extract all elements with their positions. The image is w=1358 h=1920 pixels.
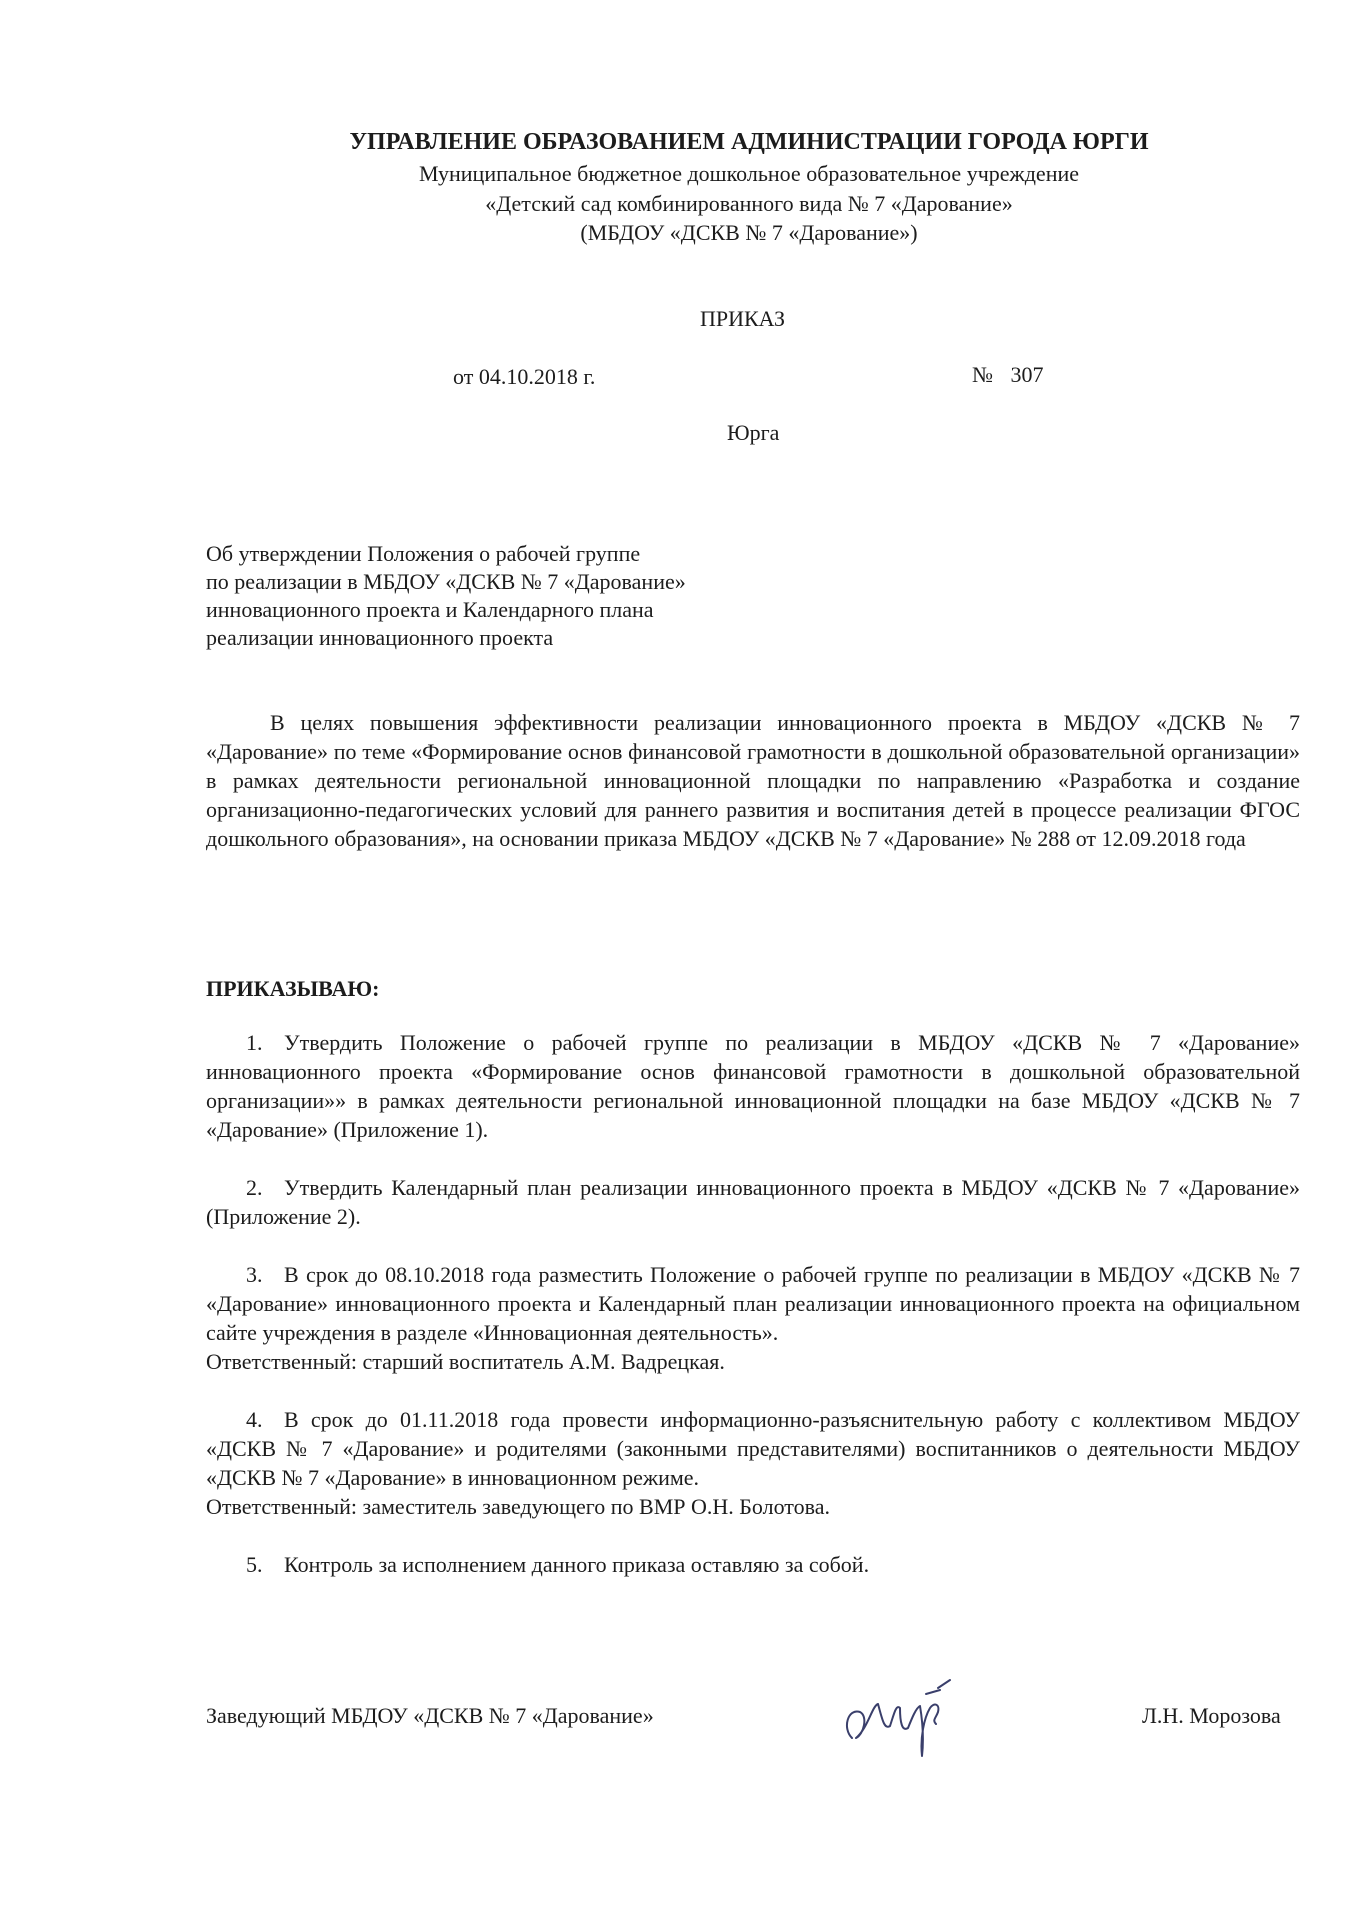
document-city: Юрга — [727, 420, 780, 445]
signatory-position: Заведующий МБДОУ «ДСКВ № 7 «Дарование» — [206, 1703, 654, 1728]
subject-line: по реализации в МБДОУ «ДСКВ № 7 «Дарование» — [206, 569, 686, 594]
header-institution-name: «Детский сад комбинированного вида № 7 «Дарование» — [485, 191, 1013, 216]
item-number: 3. — [246, 1262, 263, 1287]
item-number: 2. — [246, 1175, 263, 1200]
item-text: В срок до 01.11.2018 года провести информационно-разъяснительную работу с коллективом МБДОУ «ДСКВ № 7 «Дарование» и родителями (законными представителями) воспитанников о деятельности МБДОУ «ДСКВ № 7 «Дарование» в инновационном режиме. — [206, 1407, 1300, 1490]
subject-line: реализации инновационного проекта — [206, 625, 554, 650]
item-responsible: Ответственный: заместитель заведующего по ВМР О.Н. Болотова. — [206, 1494, 830, 1519]
header-institution-type: Муниципальное бюджетное дошкольное образовательное учреждение — [419, 161, 1079, 186]
item-text: В срок до 08.10.2018 года разместить Положение о рабочей группе по реализации в МБДОУ «ДСКВ № 7 «Дарование» инновационного проекта и Календарный план реализации инновационного проекта на официальном сайте учреждения в разделе «Инновационная деятельность». — [206, 1262, 1300, 1345]
item-text: Утвердить Положение о рабочей группе по реализации в МБДОУ «ДСКВ № 7 «Дарование» инновационного проекта «Формирование основ финансовой грамотности в дошкольной образовательной организации»» в рамках деятельности региональной инновационной площадки на базе МБДОУ «ДСКВ № 7 «Дарование» (Приложение 1). — [206, 1030, 1300, 1142]
item-number: 5. — [246, 1552, 263, 1577]
item-responsible: Ответственный: старший воспитатель А.М. Вадрецкая. — [206, 1349, 725, 1374]
item-number: 4. — [246, 1407, 263, 1432]
order-item — [206, 1173, 1300, 1231]
header-institution-abbr: (МБДОУ «ДСКВ № 7 «Дарование») — [580, 220, 918, 245]
subject-line: Об утверждении Положения о рабочей группе — [206, 541, 641, 566]
item-text: Контроль за исполнением данного приказа оставляю за собой. — [284, 1552, 870, 1577]
order-item — [206, 1260, 1300, 1376]
signatory-name: Л.Н. Морозова — [1142, 1703, 1281, 1728]
item-number: 1. — [246, 1030, 263, 1055]
header-organization: УПРАВЛЕНИЕ ОБРАЗОВАНИЕМ АДМИНИСТРАЦИИ ГОРОДА ЮРГИ — [349, 129, 1149, 155]
order-item — [206, 1550, 1300, 1579]
handwritten-signature — [838, 1668, 958, 1760]
document-date: от 04.10.2018 г. — [453, 364, 596, 389]
subject-line: инновационного проекта и Календарного плана — [206, 597, 654, 622]
item-text: Утвердить Календарный план реализации инновационного проекта в МБДОУ «ДСКВ № 7 «Дарование» (Приложение 2). — [206, 1175, 1300, 1229]
order-item — [206, 1028, 1300, 1144]
document-number: № 307 — [972, 362, 1044, 387]
order-item — [206, 1405, 1300, 1521]
document-subject — [206, 540, 776, 652]
preamble-paragraph: В целях повышения эффективности реализации инновационного проекта в МБДОУ «ДСКВ № 7 «Дарование» по теме «Формирование основ финансовой грамотности в дошкольной образовательной организации» в рамках деятельности региональной инновационной площадки по направлению «Разработка и создание организационно-педагогических условий для раннего развития и воспитания детей в процессе реализации ФГОС дошкольного образования», на основании приказа МБДОУ «ДСКВ № 7 «Дарование» № 288 от 12.09.2018 года — [206, 710, 1300, 851]
document-title: ПРИКАЗ — [700, 306, 786, 331]
order-items-list — [206, 1028, 1300, 1608]
order-label: ПРИКАЗЫВАЮ: — [206, 976, 380, 1001]
